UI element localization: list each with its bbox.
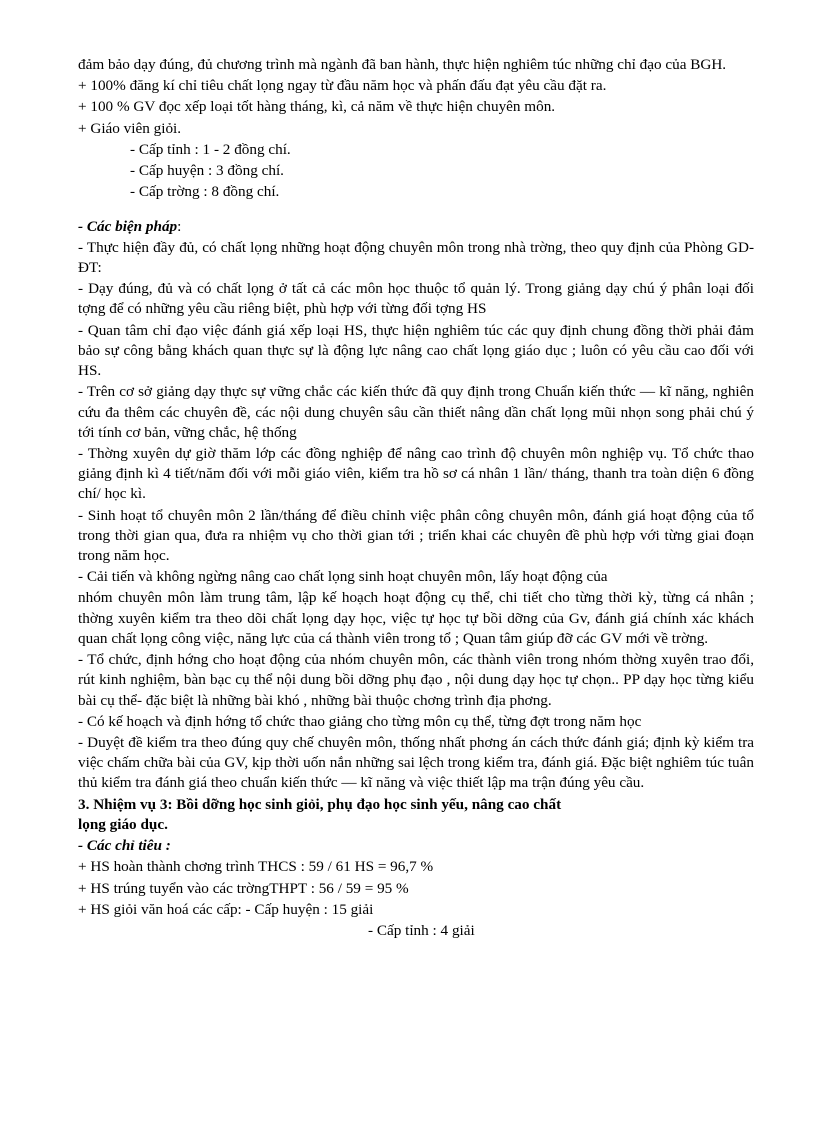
paragraph-excellent-teachers: + Giáo viên giỏi.: [78, 119, 182, 137]
target-item-4: - Cấp tỉnh : 4 giải: [368, 922, 475, 940]
target-item-2: + HS trúng tuyển vào các trờngTHPT : 56 / 59 = 95 %: [78, 879, 409, 897]
heading-targets: [78, 836, 754, 856]
measure-item-6: - Sinh hoạt tổ chuyên môn 2 lần/tháng để điều chỉnh việc phân công chuyên môn, đánh giá hoạt động của tổ trong thời gian qua, đưa ra nhiệm vụ cho thời gian tới ; triển khai các chuyên đề phù hợp với từng giai đoạn trong năm học.: [78, 506, 754, 565]
task-heading-line-2: lọng giáo dục.: [78, 816, 168, 834]
list-item-province-level: - Cấp tỉnh : 1 - 2 đồng chí.: [130, 140, 291, 158]
spacer-before-measures: [78, 204, 754, 217]
paragraph-target-100-percent-register: + 100% đăng kí chỉ tiêu chất lọng ngay từ đầu năm học và phấn đấu đạt yêu cầu đặt ra.: [78, 77, 607, 95]
task-heading-line-1: 3. Nhiệm vụ 3: Bồi dỡng học sinh giỏi, phụ đạo học sinh yếu, nâng cao chất: [78, 795, 562, 813]
measure-item-3: - Quan tâm chỉ đạo việc đánh giá xếp loại HS, thực hiện nghiêm túc các quy định chung đồng thời phải đảm bảo sự công bằng khách quan thực sự là động lực nâng cao chất lọng giáo dục ; luôn có yêu cầu cao đối với HS.: [78, 321, 754, 380]
measure-item-8: nhóm chuyên môn làm trung tâm, lập kế hoạch hoạt động cụ thể, chi tiết cho từng thời kỳ, từng cá nhân ; thờng xuyên kiểm tra theo dõi chất lọng dạy học, việc tự học tự bồi dỡng của Gv, đánh giá chính xác khách quan chất lọng công việc, năng lực của cá thành viên trong tổ ; Quan tâm giúp đỡ các GV mới về trờng.: [78, 589, 754, 647]
measure-item-11: - Duyệt đề kiểm tra theo đúng quy chế chuyên môn, thống nhất phơng án cách thức đánh giá; định kỳ kiểm tra việc chấm chữa bài của GV, kịp thời uốn nắn những sai lệch trong kiểm tra, đánh giá. Đặc biệt nghiêm túc tuân thủ kiểm tra đánh giá theo chuẩn kiến thức — kĩ năng và việc thiết lập ma trận đúng yêu cầu.: [78, 734, 754, 792]
heading-measures: [78, 217, 754, 237]
measure-item-9: - Tổ chức, định hớng cho hoạt động của nhóm chuyên môn, các thành viên trong nhóm thờng xuyên trao đổi, rút kinh nghiệm, bàn bạc cụ thể nội dung bồi dỡng phụ đạo , nội dung dạy học tự chọn.. PP dạy học từng kiểu bài cụ thể- đặc biệt là những bài khó , những bài thuộc chơng trình địa phơng.: [78, 651, 754, 709]
heading-measures-text: - Các biện pháp: [78, 217, 178, 235]
target-item-1: + HS hoàn thành chơng trình THCS : 59 / 61 HS = 96,7 %: [78, 858, 434, 876]
list-item-district-level: - Cấp huyện : 3 đồng chí.: [130, 162, 284, 180]
target-item-3: + HS giỏi văn hoá các cấp: - Cấp huyện : 15 giải: [78, 900, 374, 918]
heading-measures-colon: :: [177, 217, 182, 235]
measure-item-10: - Có kế hoạch và định hớng tổ chức thao giảng cho từng môn cụ thể, từng đợt trong năm học: [78, 712, 642, 730]
document-body: [78, 55, 754, 941]
measure-item-2: - Dạy đúng, đủ và có chất lọng ở tất cả các môn học thuộc tổ quản lý. Trong giảng dạy chú ý phân loại đối tợng để có những yêu cầu riêng biệt, phù hợp với từng đối tợng HS: [78, 280, 754, 318]
measure-item-5: - Thờng xuyên dự giờ thăm lớp các đồng nghiệp để nâng cao trình độ chuyên môn nghiệp vụ. Tổ chức thao giảng định kì 4 tiết/năm đối với mỗi giáo viên, kiểm tra hồ sơ cá nhân 1 lần/ tháng, thanh tra toàn diện 6 đồng chí/ học kì.: [78, 444, 754, 503]
paragraph-intro: đảm bảo dạy đúng, đủ chương trình mà ngành đã ban hành, thực hiện nghiêm túc những chỉ đạo của BGH.: [78, 56, 727, 73]
list-item-school-level: - Cấp trờng : 8 đồng chí.: [130, 183, 280, 201]
measure-item-7: - Cải tiến và không ngừng nâng cao chất lọng sinh hoạt chuyên môn, lấy hoạt động của: [78, 568, 608, 586]
measure-item-4: - Trên cơ sở giảng dạy thực sự vững chắc các kiến thức đã quy định trong Chuẩn kiến thức — kĩ năng, nghiên cứu đa thêm các chuyên đề, các nội dung chuyên sâu cần thiết nâng dần chất lọng mũi nhọn song phải chú ý tới tính cơ bản, vững chắc, hệ thống: [78, 383, 754, 441]
measure-item-1: - Thực hiện đầy đủ, có chất lọng những hoạt động chuyên môn trong nhà trờng, theo quy định của Phòng GD-ĐT:: [78, 238, 754, 276]
heading-targets-text: - Các chỉ tiêu :: [78, 837, 171, 855]
paragraph-target-100-percent-gv: + 100 % GV đọc xếp loại tốt hàng tháng, kì, cả năm về thực hiện chuyên môn.: [78, 98, 556, 116]
